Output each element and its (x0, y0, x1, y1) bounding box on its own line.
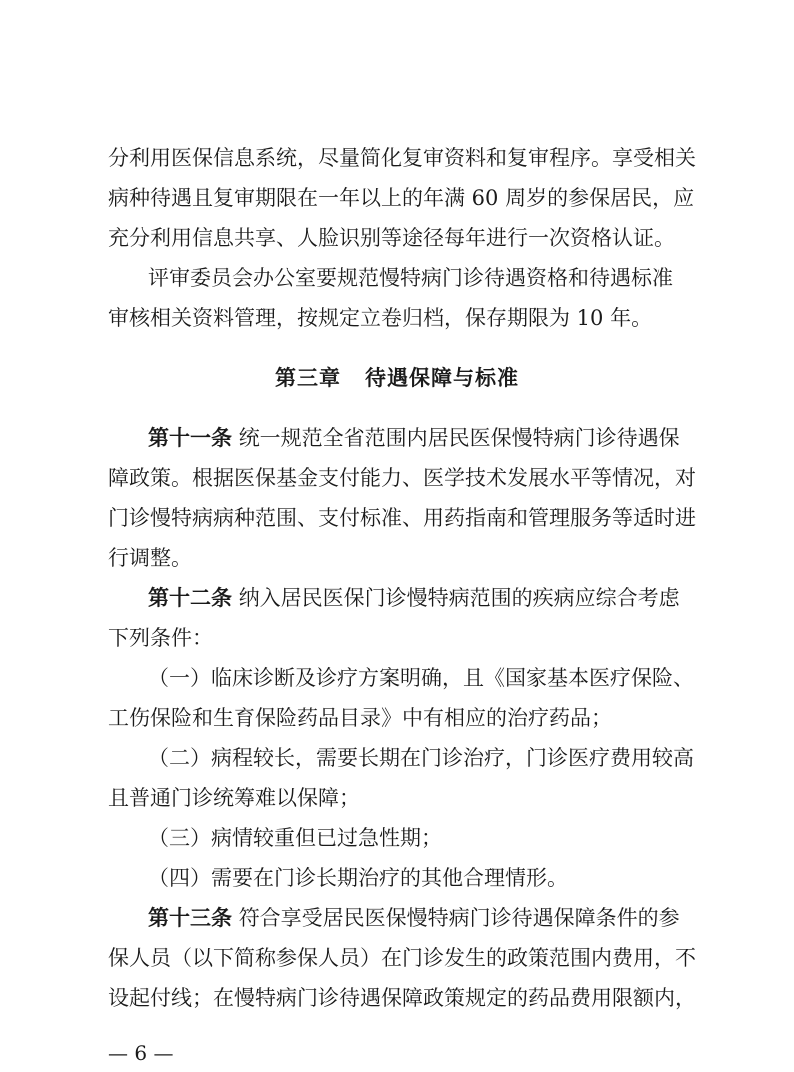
text-line: 工伤保险和生育保险药品目录》中有相应的治疗药品； (108, 706, 612, 730)
article-text: 纳入居民医保门诊慢特病范围的疾病应综合考虑 (238, 586, 680, 610)
article-line (148, 584, 730, 612)
text-line: 审核相关资料管理，按规定立卷归档，保存期限为 10 年。 (108, 306, 653, 330)
page-number: — 6 — (108, 1041, 174, 1065)
text-line: 充分利用信息共享、人脸识别等途径每年进行一次资格认证。 (108, 226, 675, 250)
text-line: 保人员（以下简称参保人员）在门诊发生的政策范围内费用，不 (108, 946, 696, 970)
text-line: 门诊慢特病病种范围、支付标准、用药指南和管理服务等适时进 (108, 506, 696, 530)
text-line: 病种待遇且复审期限在一年以上的年满 60 周岁的参保居民，应 (108, 186, 695, 210)
text-line: 设起付线；在慢特病门诊待遇保障政策规定的药品费用限额内， (108, 986, 696, 1010)
text-line: 且普通门诊统筹难以保障； (108, 786, 360, 810)
article-text: 符合享受居民医保慢特病门诊待遇保障条件的参 (238, 906, 680, 930)
chapter-title: 待遇保障与标准 (365, 366, 519, 390)
article-line (148, 424, 730, 452)
article-label: 第十一条 (148, 426, 232, 450)
chapter-number: 第三章 (275, 366, 341, 390)
article-line (148, 904, 730, 932)
text-line: 障政策。根据医保基金支付能力、医学技术发展水平等情况，对 (108, 466, 696, 490)
chapter-heading (0, 364, 794, 392)
list-item: （三）病情较重但已过急性期； (148, 826, 442, 850)
text-line: 行调整。 (108, 546, 192, 570)
text-line: 评审委员会办公室要规范慢特病门诊待遇资格和待遇标准 (148, 266, 673, 290)
article-label: 第十二条 (148, 586, 232, 610)
article-label: 第十三条 (148, 906, 232, 930)
list-item: （一）临床诊断及诊疗方案明确，且《国家基本医疗保险、 (148, 666, 694, 690)
text-line: 下列条件： (108, 626, 213, 650)
article-text: 统一规范全省范围内居民医保慢特病门诊待遇保 (238, 426, 680, 450)
list-item: （二）病程较长，需要长期在门诊治疗，门诊医疗费用较高 (148, 746, 694, 770)
text-line: 分利用医保信息系统，尽量简化复审资料和复审程序。享受相关 (108, 146, 696, 170)
list-item: （四）需要在门诊长期治疗的其他合理情形。 (148, 866, 568, 890)
